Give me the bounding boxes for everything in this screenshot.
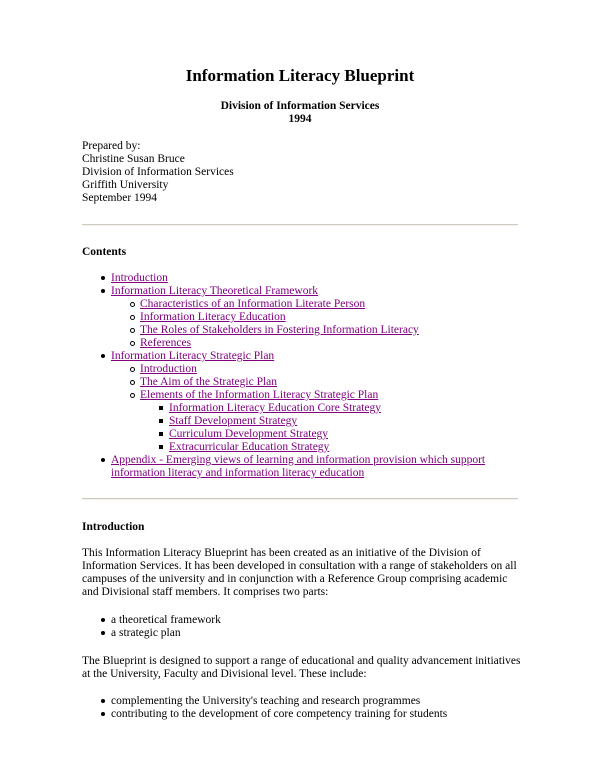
- toc-link-strategic-plan[interactable]: Information Literacy Strategic Plan: [111, 350, 275, 362]
- contents-heading: Contents: [82, 246, 127, 258]
- prepared-by-block: [82, 140, 234, 205]
- toc-subsubitem: [140, 402, 522, 415]
- divider: [82, 498, 518, 500]
- toc-link-staff-development[interactable]: Staff Development Strategy: [169, 415, 298, 427]
- toc-item: [82, 285, 522, 350]
- toc-link-introduction[interactable]: Introduction: [111, 272, 168, 284]
- toc-sublist: [111, 298, 522, 350]
- toc-link-appendix[interactable]: Appendix - Emerging views of learning and information provision which support information literacy and information literacy education: [111, 454, 486, 479]
- toc-subitem: [111, 363, 522, 376]
- toc-item: [82, 272, 522, 285]
- toc-subitem: [111, 337, 522, 350]
- toc-link-theoretical-framework[interactable]: Information Literacy Theoretical Framework: [111, 285, 319, 297]
- subtitle-year: 1994: [288, 113, 312, 125]
- toc-sublist: [111, 363, 522, 454]
- includes-list: [82, 695, 447, 721]
- author-name: Christine Susan Bruce: [82, 153, 185, 165]
- toc-link-curriculum-development[interactable]: Curriculum Development Strategy: [169, 428, 329, 440]
- toc-link-plan-aim[interactable]: The Aim of the Strategic Plan: [140, 376, 278, 388]
- toc-subsubitem: [140, 415, 522, 428]
- toc-item: [82, 350, 522, 454]
- table-of-contents: [82, 272, 522, 480]
- list-item: a strategic plan: [82, 627, 221, 640]
- author-division: Division of Information Services: [82, 166, 234, 178]
- toc-item: [82, 454, 522, 480]
- divider: [82, 224, 518, 226]
- toc-link-plan-introduction[interactable]: Introduction: [140, 363, 197, 375]
- toc-subsubitem: [140, 441, 522, 454]
- document-subtitle: [0, 100, 600, 126]
- toc-subitem: [111, 376, 522, 389]
- prepared-by-label: Prepared by:: [82, 140, 141, 152]
- subtitle-division: Division of Information Services: [220, 100, 380, 112]
- toc-link-references[interactable]: References: [140, 337, 192, 349]
- document-title: Information Literacy Blueprint: [185, 66, 415, 85]
- toc-subsublist: [140, 402, 522, 454]
- toc-subitem: [111, 324, 522, 337]
- list-item: contributing to the development of core competency training for students: [82, 708, 447, 721]
- introduction-paragraph-2: The Blueprint is designed to support a range of educational and quality advancement initiatives at the University, Faculty and Divisional level. These include:: [82, 655, 521, 680]
- prepared-date: September 1994: [82, 192, 158, 204]
- author-university: Griffith University: [82, 179, 169, 191]
- toc-subitem: [111, 298, 522, 311]
- toc-subitem: [111, 311, 522, 324]
- parts-list: [82, 614, 221, 640]
- toc-link-education[interactable]: Information Literacy Education: [140, 311, 286, 323]
- list-item: a theoretical framework: [82, 614, 221, 627]
- introduction-paragraph-1: This Information Literacy Blueprint has been created as an initiative of the Division of Information Services. It has been developed in consultation with a range of stakeholders on all campuses of the university and in conjunction with a Reference Group comprising academic and Divisional staff members. It comprises two parts:: [82, 547, 517, 598]
- introduction-heading: Introduction: [82, 521, 145, 533]
- list-item: complementing the University's teaching and research programmes: [82, 695, 447, 708]
- toc-link-characteristics[interactable]: Characteristics of an Information Literate Person: [140, 298, 366, 310]
- toc-subsubitem: [140, 428, 522, 441]
- toc-link-stakeholders[interactable]: The Roles of Stakeholders in Fostering Information Literacy: [140, 324, 419, 336]
- toc-link-plan-elements[interactable]: Elements of the Information Literacy Strategic Plan: [140, 389, 379, 401]
- toc-subitem: [111, 389, 522, 454]
- toc-link-extracurricular[interactable]: Extracurricular Education Strategy: [169, 441, 330, 453]
- toc-link-core-strategy[interactable]: Information Literacy Education Core Strategy: [169, 402, 382, 414]
